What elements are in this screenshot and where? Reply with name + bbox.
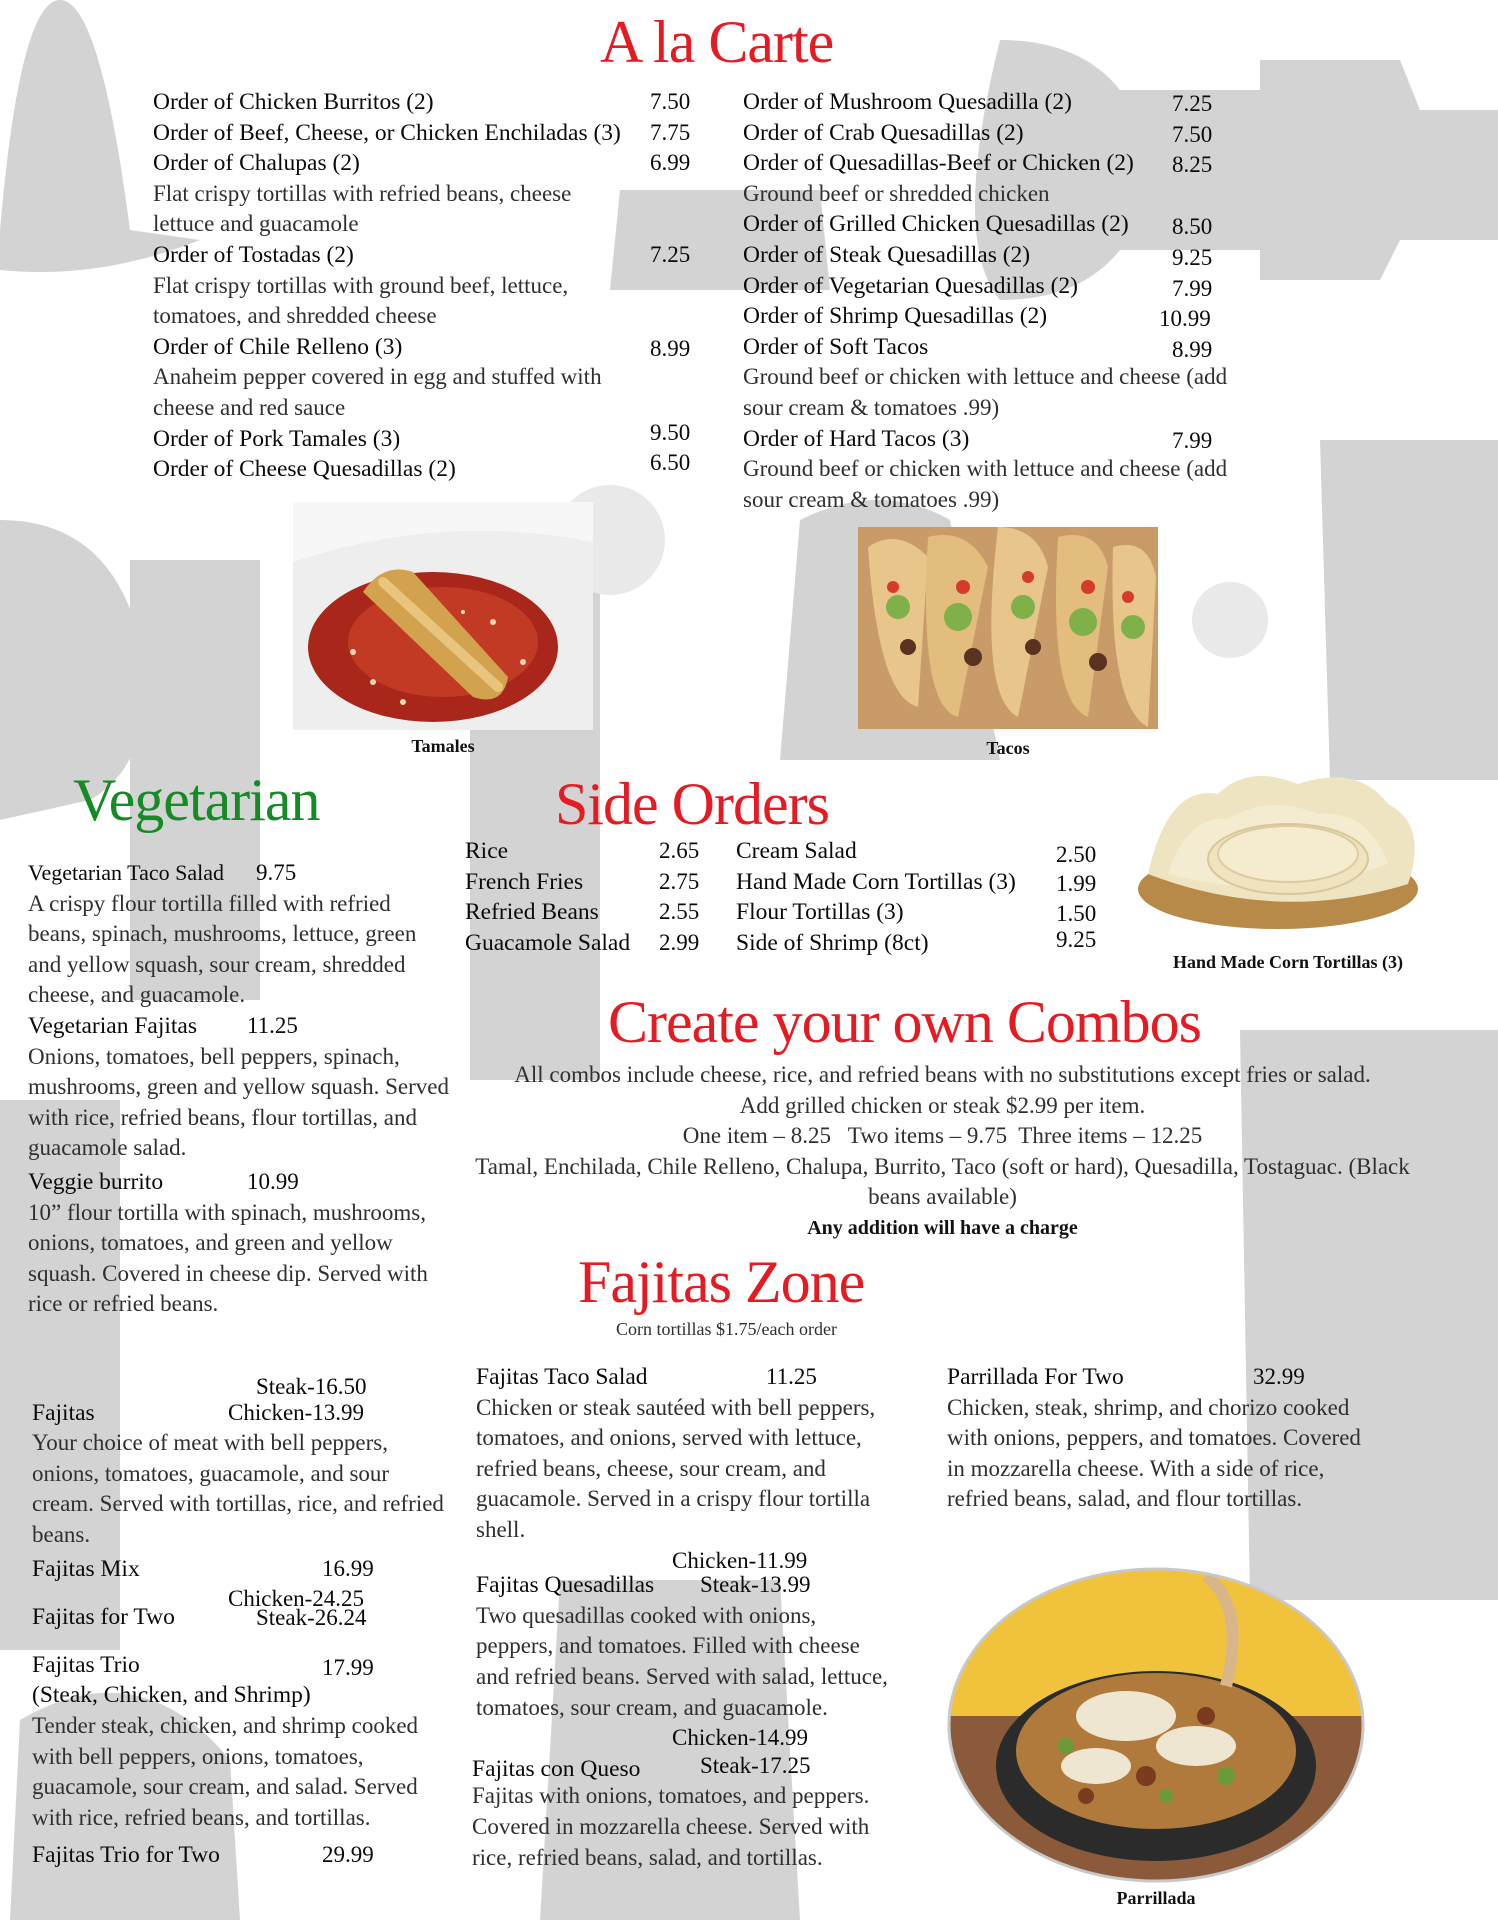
vegetarian-title: Vegetarian bbox=[73, 767, 320, 833]
item-price: Chicken-11.99 bbox=[672, 1547, 808, 1573]
item-description: Flat crispy tortillas with refried beans, cheese lettuce and guacamole bbox=[153, 180, 572, 237]
item-price: Chicken-24.25 bbox=[228, 1586, 365, 1612]
tacos-photo bbox=[858, 527, 1158, 729]
item-price: 2.65 bbox=[659, 838, 700, 863]
sides-left-column bbox=[465, 836, 705, 958]
item-price: Steak-17.25 bbox=[700, 1752, 811, 1778]
item-price: 7.50 bbox=[1172, 121, 1213, 147]
item-price: 9.50 bbox=[650, 419, 691, 445]
list-item: Fajitas bbox=[32, 1399, 95, 1426]
list-item: Fajitas Mix bbox=[32, 1555, 140, 1582]
list-item: Order of Tostadas (2) bbox=[153, 241, 354, 268]
list-item: Order of Grilled Chicken Quesadillas (2) bbox=[743, 211, 1129, 238]
item-price: 7.50 bbox=[650, 89, 691, 114]
trio-subtitle: (Steak, Chicken, and Shrimp) bbox=[32, 1682, 311, 1709]
item-description: Your choice of meat with bell peppers, onions, tomatoes, guacamole, and sour cream. Served with tortillas, rice, and refried beans. bbox=[32, 1430, 444, 1547]
item-price: 2.99 bbox=[659, 929, 700, 955]
list-item: Order of Shrimp Quesadillas (2) bbox=[743, 303, 1048, 330]
list-item: Guacamole Salad bbox=[465, 929, 631, 956]
item-price: 9.25 bbox=[1056, 926, 1097, 952]
item-price: Steak-26.24 bbox=[256, 1605, 367, 1631]
list-item: Vegetarian Taco Salad bbox=[28, 860, 224, 885]
list-item: Order of Cheese Quesadillas (2) bbox=[153, 456, 456, 483]
item-price: 7.25 bbox=[1172, 91, 1213, 116]
combos-line-4: Tamal, Enchilada, Chile Relleno, Chalupa, Burrito, Taco (soft or hard), Quesadilla, Tostaguac. (Black beans available) bbox=[475, 1153, 1410, 1210]
list-item: Hand Made Corn Tortillas (3) bbox=[736, 868, 1016, 895]
list-item: Order of Hard Tacos (3) bbox=[743, 425, 970, 452]
fajitas-column-3 bbox=[947, 1362, 1367, 1515]
item-description: Onions, tomatoes, bell peppers, spinach, mushrooms, green and yellow squash. Served with rice, refried beans, flour tortillas, and guacamole salad. bbox=[28, 1043, 449, 1161]
list-item: Fajitas Quesadillas bbox=[476, 1572, 655, 1599]
tacos-caption: Tacos bbox=[986, 738, 1030, 758]
combos-line-2: Add grilled chicken or steak $2.99 per item. bbox=[739, 1092, 1146, 1118]
item-price: 2.75 bbox=[659, 868, 700, 894]
item-price: 2.55 bbox=[659, 899, 700, 925]
list-item: Order of Chile Relleno (3) bbox=[153, 333, 403, 360]
combos-line-1: All combos include cheese, rice, and refried beans with no substitutions except fries or salad. bbox=[514, 1062, 1371, 1087]
item-price: 1.50 bbox=[1056, 901, 1097, 927]
list-item: Fajitas for Two bbox=[32, 1604, 175, 1631]
list-item: Order of Mushroom Quesadilla (2) bbox=[743, 89, 1072, 115]
item-description: Ground beef or chicken with lettuce and cheese (add sour cream & tomatoes .99) bbox=[743, 456, 1228, 512]
vegetarian-column bbox=[28, 858, 458, 1320]
item-price: 7.25 bbox=[650, 241, 691, 267]
item-description: Chicken, steak, shrimp, and chorizo cooked with onions, peppers, and tomatoes. Covered in mozzarella cheese. With a side of rice, refried beans, salad, and flour tortillas. bbox=[947, 1394, 1361, 1512]
list-item: Order of Vegetarian Quesadillas (2) bbox=[743, 272, 1078, 299]
item-description: Anaheim pepper covered in egg and stuffed with cheese and red sauce bbox=[153, 364, 602, 420]
item-price: 8.99 bbox=[1172, 336, 1213, 362]
list-item: Fajitas Trio for Two bbox=[32, 1842, 220, 1869]
list-item: Refried Beans bbox=[465, 899, 599, 926]
item-price: 8.25 bbox=[1172, 152, 1213, 178]
list-item: Fajitas Trio bbox=[32, 1651, 140, 1678]
tamales-photo bbox=[293, 502, 593, 730]
fajitas-column-1 bbox=[32, 1372, 462, 1871]
item-price: 11.25 bbox=[766, 1364, 817, 1389]
item-price: 10.99 bbox=[1159, 306, 1211, 332]
item-description: Two quesadillas cooked with onions, peppers, and tomatoes. Filled with cheese and refried beans. Served with salad, lettuce, tomatoes, sour cream, and guacamole. bbox=[476, 1602, 888, 1720]
item-description: Flat crispy tortillas with ground beef, lettuce, tomatoes, and shredded cheese bbox=[153, 272, 569, 329]
tortillas-caption: Hand Made Corn Tortillas (3) bbox=[1172, 952, 1404, 972]
list-item: Order of Pork Tamales (3) bbox=[153, 425, 401, 452]
item-price: 6.99 bbox=[650, 150, 691, 176]
item-description: Ground beef or chicken with lettuce and cheese (add sour cream & tomatoes .99) bbox=[743, 364, 1228, 420]
list-item: Order of Soft Tacos bbox=[743, 333, 929, 360]
item-price: 16.99 bbox=[322, 1555, 374, 1581]
fajitas-subtitle: Corn tortillas $1.75/each order bbox=[616, 1319, 837, 1339]
item-price: 32.99 bbox=[1253, 1364, 1305, 1389]
fajitas-title: Fajitas Zone bbox=[578, 1249, 865, 1315]
carte-title: A la Carte bbox=[600, 9, 834, 75]
item-description: Chicken or steak sautéed with bell peppers, tomatoes, and onions, served with lettuce, refried beans, cheese, sour cream, and guacamole. Served in a crispy flour tortilla shell. bbox=[476, 1394, 876, 1542]
item-price: Chicken-13.99 bbox=[228, 1399, 365, 1425]
item-price: 9.25 bbox=[1172, 244, 1213, 270]
item-price: 1.99 bbox=[1056, 870, 1097, 896]
item-description: 10” flour tortilla with spinach, mushrooms, onions, tomatoes, and green and yellow squash. Covered in cheese dip. Served with rice or refried beans. bbox=[28, 1199, 428, 1317]
item-price: 7.99 bbox=[1172, 275, 1213, 301]
tamales-caption: Tamales bbox=[411, 736, 475, 756]
list-item: Order of Quesadillas-Beef or Chicken (2) bbox=[743, 150, 1134, 177]
item-price: 2.50 bbox=[1056, 842, 1097, 867]
list-item: French Fries bbox=[465, 868, 584, 895]
list-item: Order of Crab Quesadillas (2) bbox=[743, 119, 1024, 146]
item-price: 29.99 bbox=[322, 1842, 374, 1868]
item-price: 11.25 bbox=[247, 1012, 298, 1038]
item-description: A crispy flour tortilla filled with refried beans, spinach, mushrooms, lettuce, green and yellow squash, sour cream, shredded cheese, and guacamole. bbox=[28, 890, 417, 1008]
list-item: Cream Salad bbox=[736, 838, 857, 864]
item-price: 7.75 bbox=[650, 119, 691, 145]
list-item: Order of Beef, Cheese, or Chicken Enchiladas (3) bbox=[153, 119, 621, 146]
item-price: 9.75 bbox=[256, 860, 297, 885]
combos-text bbox=[455, 1060, 1430, 1244]
tortillas-photo bbox=[1128, 764, 1428, 934]
carte-left-column bbox=[153, 87, 698, 485]
item-price: 6.50 bbox=[650, 450, 691, 476]
list-item: Fajitas con Queso bbox=[472, 1755, 641, 1782]
list-item: Flour Tortillas (3) bbox=[736, 899, 904, 926]
lime-icon bbox=[1192, 582, 1268, 658]
sides-title: Side Orders bbox=[555, 771, 829, 837]
combos-line-5: Any addition will have a charge bbox=[807, 1216, 1078, 1239]
list-item: Order of Chalupas (2) bbox=[153, 150, 360, 177]
list-item: Parrillada For Two bbox=[947, 1364, 1124, 1390]
list-item: Order of Chicken Burritos (2) bbox=[153, 89, 434, 115]
list-item: Order of Steak Quesadillas (2) bbox=[743, 241, 1031, 268]
list-item: Veggie burrito bbox=[28, 1168, 164, 1195]
item-price: Steak-13.99 bbox=[700, 1572, 811, 1598]
parrillada-photo bbox=[946, 1566, 1366, 1884]
list-item: Rice bbox=[465, 838, 509, 864]
parrillada-caption: Parrillada bbox=[1116, 1888, 1196, 1908]
cactus-icon bbox=[1320, 440, 1498, 780]
fajitas-column-2 bbox=[472, 1362, 916, 1873]
item-price: Chicken-14.99 bbox=[672, 1725, 809, 1751]
item-description: Ground beef or shredded chicken bbox=[743, 180, 1050, 206]
item-price: 10.99 bbox=[247, 1168, 299, 1194]
item-price: 8.99 bbox=[650, 335, 691, 361]
list-item: Fajitas Taco Salad bbox=[476, 1364, 648, 1390]
combos-title: Create your own Combos bbox=[608, 989, 1201, 1055]
item-price: 7.99 bbox=[1172, 427, 1213, 453]
item-price: Steak-16.50 bbox=[256, 1374, 367, 1399]
sides-right-column bbox=[736, 836, 1106, 958]
carte-right-column bbox=[743, 87, 1243, 515]
list-item: Side of Shrimp (8ct) bbox=[736, 929, 929, 956]
item-description: Tender steak, chicken, and shrimp cooked with bell peppers, onions, tomatoes, guacamole, sour cream, and salad. Served with rice, refried beans, and tortillas. bbox=[32, 1712, 419, 1830]
list-item: Vegetarian Fajitas bbox=[28, 1012, 198, 1039]
item-price: 17.99 bbox=[322, 1654, 374, 1680]
item-description: Fajitas with onions, tomatoes, and peppers. Covered in mozzarella cheese. Served with rice, refried beans, salad, and tortillas. bbox=[472, 1783, 870, 1870]
item-price: 8.50 bbox=[1172, 214, 1213, 240]
combos-line-3: One item – 8.25 Two items – 9.75 Three items – 12.25 bbox=[682, 1123, 1203, 1149]
